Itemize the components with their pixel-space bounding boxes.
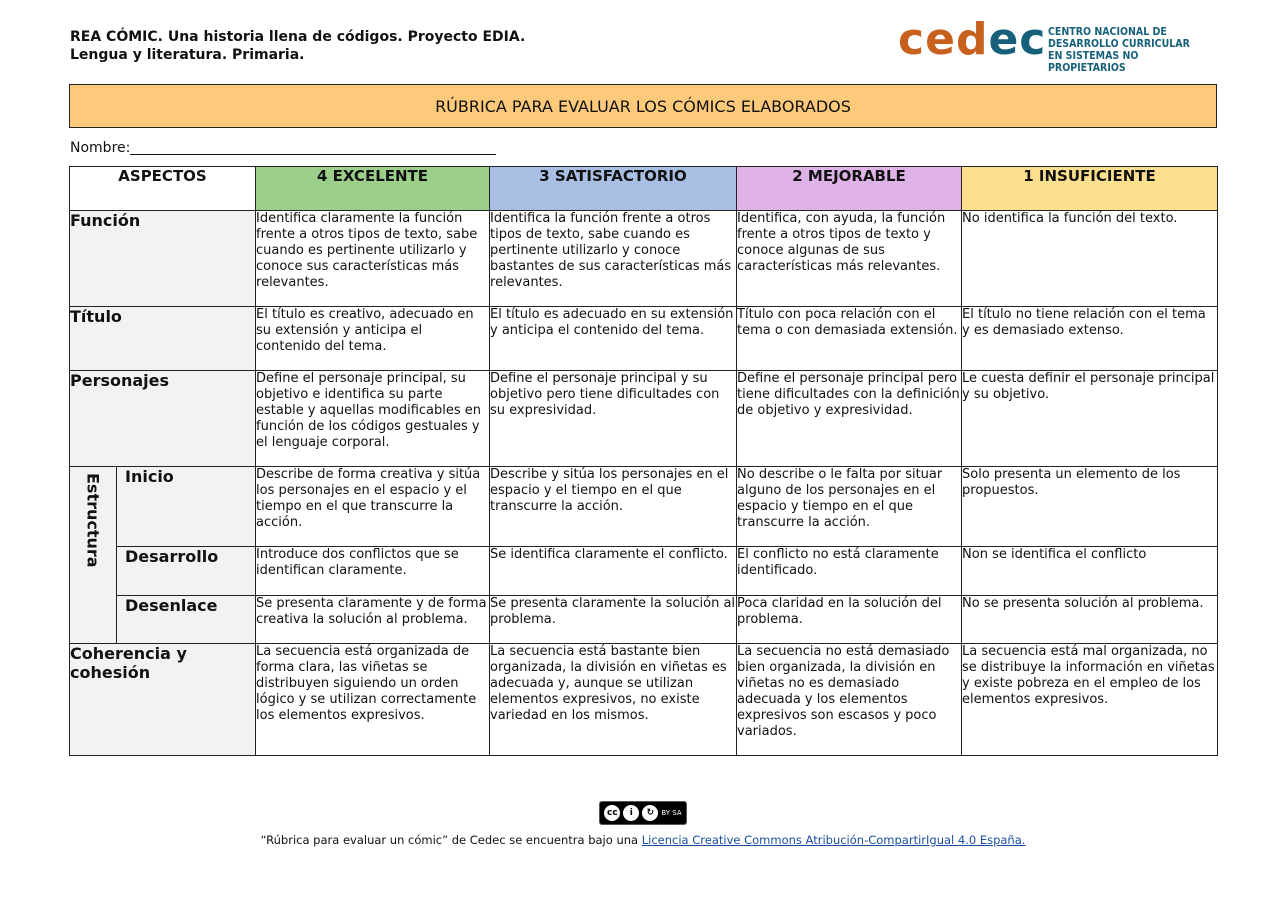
table-row (70, 596, 1218, 644)
header-line-1: REA CÓMIC. Una historia llena de códigos. Proyecto EDIA. (70, 29, 526, 45)
table-row (70, 644, 1218, 756)
header-aspectos: ASPECTOS (70, 167, 256, 211)
nombre-blank-line (130, 140, 496, 155)
aspect-inicio: Inicio (117, 467, 256, 547)
document-header (70, 28, 525, 64)
logo-sub-3: EN SISTEMAS NO PROPIETARIOS (1048, 50, 1139, 74)
estructura-group-label (70, 467, 117, 644)
cc-license-badge (599, 801, 686, 825)
table-cell: La secuencia no está demasiado bien organizada, la división en viñetas no es demasiado adecuada y los elementos expresivos son escasos y poco variados. (737, 644, 962, 756)
cc-icon: cc (604, 805, 620, 821)
cedec-logo (898, 14, 1218, 74)
table-cell: No se presenta solución al problema. (962, 596, 1218, 644)
rubric-title: RÚBRICA PARA EVALUAR LOS CÓMICS ELABORADOS (69, 84, 1217, 128)
aspect-desenlace: Desenlace (117, 596, 256, 644)
header-insuficiente: 1 INSUFICIENTE (962, 167, 1218, 211)
table-cell: Identifica, con ayuda, la función frente a otros tipos de texto y conoce algunas de sus características más relevantes. (737, 211, 962, 307)
table-cell: No identifica la función del texto. (962, 211, 1218, 307)
table-cell: Identifica la función frente a otros tipos de texto, sabe cuando es pertinente utilizarlo y conoce bastantes de sus características más relevantes. (490, 211, 737, 307)
header-line-2: Lengua y literatura. Primaria. (70, 47, 305, 63)
logo-word: cedec (898, 14, 1047, 65)
table-row (70, 547, 1218, 596)
table-cell: Le cuesta definir el personaje principal y su objetivo. (962, 371, 1218, 467)
table-cell: Describe y sitúa los personajes en el espacio y el tiempo en el que transcurre la acción. (490, 467, 737, 547)
table-cell: El título es adecuado en su extensión y anticipa el contenido del tema. (490, 307, 737, 371)
logo-sub-2: DESARROLLO CURRICULAR (1048, 38, 1190, 50)
header-excelente: 4 EXCELENTE (256, 167, 490, 211)
logo-subtitle (1048, 26, 1218, 74)
table-cell: Se identifica claramente el conflicto. (490, 547, 737, 596)
table-cell: El título es creativo, adecuado en su extensión y anticipa el contenido del tema. (256, 307, 490, 371)
table-row (70, 307, 1218, 371)
aspect-personajes: Personajes (70, 371, 256, 467)
logo-sub-1: CENTRO NACIONAL DE (1048, 26, 1167, 38)
license-text (0, 833, 1286, 847)
table-cell: La secuencia está bastante bien organizada, la división en viñetas es adecuada y, aunque se utilizan elementos expresivos, no existe variedad en los mismos. (490, 644, 737, 756)
table-row (70, 467, 1218, 547)
header-mejorable: 2 MEJORABLE (737, 167, 962, 211)
aspect-funcion: Función (70, 211, 256, 307)
table-row (70, 371, 1218, 467)
table-cell: Poca claridad en la solución del problema. (737, 596, 962, 644)
table-cell: El título no tiene relación con el tema y es demasiado extenso. (962, 307, 1218, 371)
table-cell: Describe de forma creativa y sitúa los personajes en el espacio y el tiempo en el que transcurre la acción. (256, 467, 490, 547)
header-row (70, 167, 1218, 211)
table-cell: Título con poca relación con el tema o con demasiada extensión. (737, 307, 962, 371)
rubric-table (69, 166, 1218, 756)
table-cell: La secuencia está organizada de forma clara, las viñetas se distribuyen siguiendo un orden lógico y se utilizan correctamente los elementos expresivos. (256, 644, 490, 756)
table-cell: Se presenta claramente y de forma creativa la solución al problema. (256, 596, 490, 644)
header-satisfactorio: 3 SATISFACTORIO (490, 167, 737, 211)
table-cell: Define el personaje principal y su objetivo pero tiene dificultades con su expresividad. (490, 371, 737, 467)
table-cell: Define el personaje principal, su objetivo e identifica su parte estable y aquellas modificables en función de los códigos gestuales y el lenguaje corporal. (256, 371, 490, 467)
table-cell: No describe o le falta por situar alguno de los personajes en el espacio y tiempo en el que transcurre la acción. (737, 467, 962, 547)
table-cell: Se presenta claramente la solución al problema. (490, 596, 737, 644)
nombre-field (70, 140, 496, 156)
sa-icon: ↻ (642, 805, 658, 821)
table-cell: La secuencia está mal organizada, no se distribuye la información en viñetas y existe pobreza en el empleo de los elementos expresivos. (962, 644, 1218, 756)
license-link[interactable]: Licencia Creative Commons Atribución-CompartirIgual 4.0 España. (641, 833, 1026, 847)
cc-badge-label: BY SA (661, 809, 682, 817)
aspect-coherencia: Coherencia y cohesión (70, 644, 256, 756)
estructura-label: Estructura (83, 473, 103, 568)
table-cell: Define el personaje principal pero tiene dificultades con la definición de objetivo y expresividad. (737, 371, 962, 467)
table-cell: Solo presenta un elemento de los propuestos. (962, 467, 1218, 547)
by-icon: i (623, 805, 639, 821)
license-prefix: “Rúbrica para evaluar un cómic” de Cedec se encuentra bajo una (260, 833, 642, 847)
aspect-desarrollo: Desarrollo (117, 547, 256, 596)
aspect-titulo: Título (70, 307, 256, 371)
table-cell: Identifica claramente la función frente a otros tipos de texto, sabe cuando es pertinente utilizarlo y conoce sus características más relevantes. (256, 211, 490, 307)
footer (0, 800, 1286, 847)
table-cell: Introduce dos conflictos que se identifican claramente. (256, 547, 490, 596)
table-cell: El conflicto no está claramente identificado. (737, 547, 962, 596)
table-cell: Non se identifica el conflicto (962, 547, 1218, 596)
table-row (70, 211, 1218, 307)
nombre-label: Nombre: (70, 140, 131, 156)
